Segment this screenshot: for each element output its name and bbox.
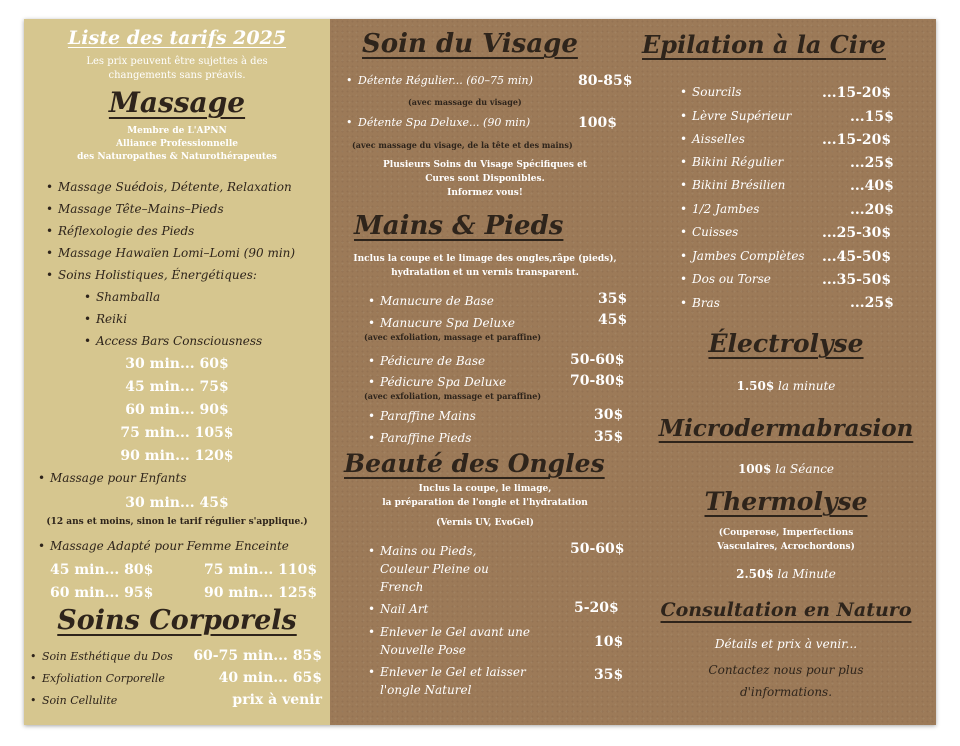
- price-list-title: Liste des tarifs 2025: [67, 27, 287, 49]
- thermolyse-note-line: (Couperose, Imperfections: [718, 528, 854, 538]
- epilation-item: • 1/2 Jambes: [692, 203, 759, 215]
- corporel-item: • Soin Cellulite: [42, 695, 117, 706]
- mains-price: 70-80$: [570, 373, 625, 389]
- massage-heading: Massage: [108, 86, 246, 119]
- ongles-item-line: Couleur Pleine ou: [380, 562, 489, 576]
- mains-note: (avec exfoliation, massage et paraffine): [364, 332, 542, 342]
- epilation-price: ...25$: [850, 155, 894, 171]
- left-panel: [24, 19, 330, 725]
- ongles-item-line: l'ongle Naturel: [380, 683, 472, 697]
- ongles-item-line: Nouvelle Pose: [380, 643, 466, 657]
- pregnant-rate: 60 min... 95$: [50, 585, 154, 601]
- mains-price: 35$: [594, 429, 624, 445]
- epilation-item: • Aisselles: [692, 133, 745, 145]
- mains-item: • Pédicure Spa Deluxe: [380, 376, 506, 388]
- kids-rate: 30 min... 45$: [125, 495, 229, 511]
- corporel-item: • Soin Esthétique du Dos: [42, 651, 173, 662]
- mains-intro-line: hydratation et un vernis transparent.: [391, 268, 579, 278]
- ongles-item: • Nail Art: [380, 603, 428, 615]
- thermolyse-rate: [636, 568, 936, 580]
- pregnant-rate: 90 min... 125$: [204, 585, 318, 601]
- epilation-item: • Lèvre Supérieur: [692, 110, 791, 122]
- epilation-heading: Epilation à la Cire: [642, 30, 886, 59]
- corporel-price: prix à venir: [232, 692, 322, 708]
- holistic-sub-item: • Reiki: [96, 313, 127, 325]
- thermolyse-unit: la Minute: [777, 567, 836, 581]
- epilation-item: • Sourcils: [692, 86, 741, 98]
- epilation-item: • Cuisses: [692, 226, 738, 238]
- mains-price: 35$: [598, 291, 628, 307]
- member-line-1: Membre de L'APNN: [127, 126, 227, 136]
- epilation-price: ...35-50$: [822, 272, 892, 288]
- kids-note: (12 ans et moins, sinon le tarif régulier s'applique.): [46, 517, 308, 527]
- epilation-price: ...25-30$: [822, 225, 892, 241]
- epilation-item: • Jambes Complètes: [692, 250, 805, 262]
- epilation-price: ...15-20$: [822, 132, 892, 148]
- visage-info-line: Cures sont Disponibles.: [425, 174, 545, 184]
- massage-item: • Soins Holistiques, Énergétiques:: [58, 269, 257, 281]
- ongles-price: 50-60$: [570, 541, 625, 557]
- massage-item: • Massage Suédois, Détente, Relaxation: [58, 181, 292, 193]
- epilation-price: ...15-20$: [822, 85, 892, 101]
- corporel-price: 40 min... 65$: [218, 670, 322, 686]
- ongles-item: • Enlever le Gel et laisser: [380, 666, 526, 678]
- visage-note: (avec massage du visage): [408, 97, 522, 107]
- ongles-item-line: French: [380, 580, 424, 594]
- epilation-item: • Dos ou Torse: [692, 273, 771, 285]
- micro-rate: [636, 463, 936, 475]
- epilation-item: • Bras: [692, 297, 720, 309]
- electrolyse-rate: [636, 380, 936, 392]
- visage-info-line: Informez vous!: [447, 188, 523, 198]
- mains-price: 45$: [598, 312, 628, 328]
- thermolyse-note-line: Vasculaires, Acrochordons): [717, 542, 855, 552]
- ongles-item: • Mains ou Pieds,: [380, 545, 476, 557]
- electrolyse-unit: la minute: [778, 379, 836, 393]
- visage-note: (avec massage du visage, de la tête et des mains): [352, 140, 573, 150]
- ongles-price: 5-20$: [574, 600, 619, 616]
- subtitle-line-2: changements sans préavis.: [108, 70, 246, 81]
- soins-corporels-heading: Soins Corporels: [57, 605, 297, 636]
- mains-item: • Paraffine Pieds: [380, 432, 471, 444]
- member-line-2: Alliance Professionnelle: [116, 139, 238, 149]
- micro-price: 100$: [737, 462, 772, 476]
- visage-item: • Détente Spa Deluxe... (90 min): [358, 117, 530, 128]
- ongles-intro-line: (Vernis UV, EvoGel): [436, 518, 534, 528]
- visage-price: 100$: [578, 115, 617, 131]
- beaute-ongles-heading: Beauté des Ongles: [344, 449, 605, 478]
- consultation-line: d'informations.: [739, 685, 833, 699]
- massage-item: • Réflexologie des Pieds: [58, 225, 194, 237]
- consultation-line: Contactez nous pour plus: [708, 663, 864, 677]
- holistic-sub-item: • Shamballa: [96, 291, 160, 303]
- mains-pieds-heading: Mains & Pieds: [354, 211, 564, 241]
- massage-item: • Massage Tête–Mains–Pieds: [58, 203, 224, 215]
- epilation-price: ...40$: [850, 178, 894, 194]
- epilation-price: ...20$: [850, 202, 894, 218]
- microdermabrasion-heading: Microdermabrasion: [658, 415, 914, 442]
- pregnant-massage: • Massage Adapté pour Femme Enceinte: [50, 540, 289, 552]
- visage-item: • Détente Régulier... (60–75 min): [358, 75, 533, 86]
- ongles-intro-line: Inclus la coupe, le limage,: [418, 484, 552, 494]
- electrolyse-price: 1.50$: [736, 379, 775, 393]
- massage-rate: 90 min... 120$: [120, 448, 234, 464]
- right-panel: [330, 19, 936, 725]
- mains-item: • Manucure Spa Deluxe: [380, 317, 515, 329]
- price-list-sheet: [24, 19, 936, 725]
- ongles-price: 35$: [594, 667, 624, 683]
- epilation-price: ...25$: [850, 295, 894, 311]
- massage-rate: 75 min... 105$: [120, 425, 234, 441]
- thermolyse-price: 2.50$: [736, 567, 774, 581]
- mains-intro-line: Inclus la coupe et le limage des ongles,râpe (pieds),: [353, 254, 617, 264]
- mains-item: • Manucure de Base: [380, 295, 494, 307]
- mains-item: • Pédicure de Base: [380, 355, 485, 367]
- mains-note: (avec exfoliation, massage et paraffine): [364, 391, 542, 401]
- thermolyse-heading: Thermolyse: [704, 487, 868, 516]
- mains-item: • Paraffine Mains: [380, 410, 476, 422]
- massage-rate: 45 min... 75$: [125, 379, 229, 395]
- consultation-heading: Consultation en Naturo: [660, 599, 912, 621]
- corporel-item: • Exfoliation Corporelle: [42, 673, 165, 684]
- pregnant-rate: 45 min... 80$: [50, 562, 154, 578]
- massage-rate: 30 min... 60$: [125, 356, 229, 372]
- visage-heading: Soin du Visage: [362, 29, 578, 59]
- kids-massage: • Massage pour Enfants: [50, 472, 187, 484]
- epilation-item: • Bikini Brésilien: [692, 179, 785, 191]
- ongles-intro-line: la préparation de l'ongle et l'hydratation: [382, 498, 588, 508]
- massage-rate: 60 min... 90$: [125, 402, 229, 418]
- visage-info-line: Plusieurs Soins du Visage Spécifiques et: [383, 160, 587, 170]
- mains-price: 30$: [594, 407, 624, 423]
- ongles-price: 10$: [594, 634, 624, 650]
- micro-unit: la Séance: [775, 462, 835, 476]
- consultation-line: Détails et prix à venir...: [714, 637, 858, 651]
- pregnant-rate: 75 min... 110$: [204, 562, 318, 578]
- epilation-item: • Bikini Régulier: [692, 156, 783, 168]
- member-line-3: des Naturopathes & Naturothérapeutes: [77, 152, 277, 162]
- epilation-price: ...15$: [850, 109, 894, 125]
- corporel-price: 60-75 min... 85$: [193, 648, 322, 664]
- ongles-item: • Enlever le Gel avant une: [380, 626, 530, 638]
- visage-price: 80-85$: [578, 73, 633, 89]
- subtitle-line-1: Les prix peuvent être sujettes à des: [86, 56, 268, 67]
- mains-price: 50-60$: [570, 352, 625, 368]
- epilation-price: ...45-50$: [822, 249, 892, 265]
- electrolyse-heading: Électrolyse: [708, 329, 864, 358]
- holistic-sub-item: • Access Bars Consciousness: [96, 335, 262, 347]
- massage-item: • Massage Hawaïen Lomi–Lomi (90 min): [58, 247, 295, 259]
